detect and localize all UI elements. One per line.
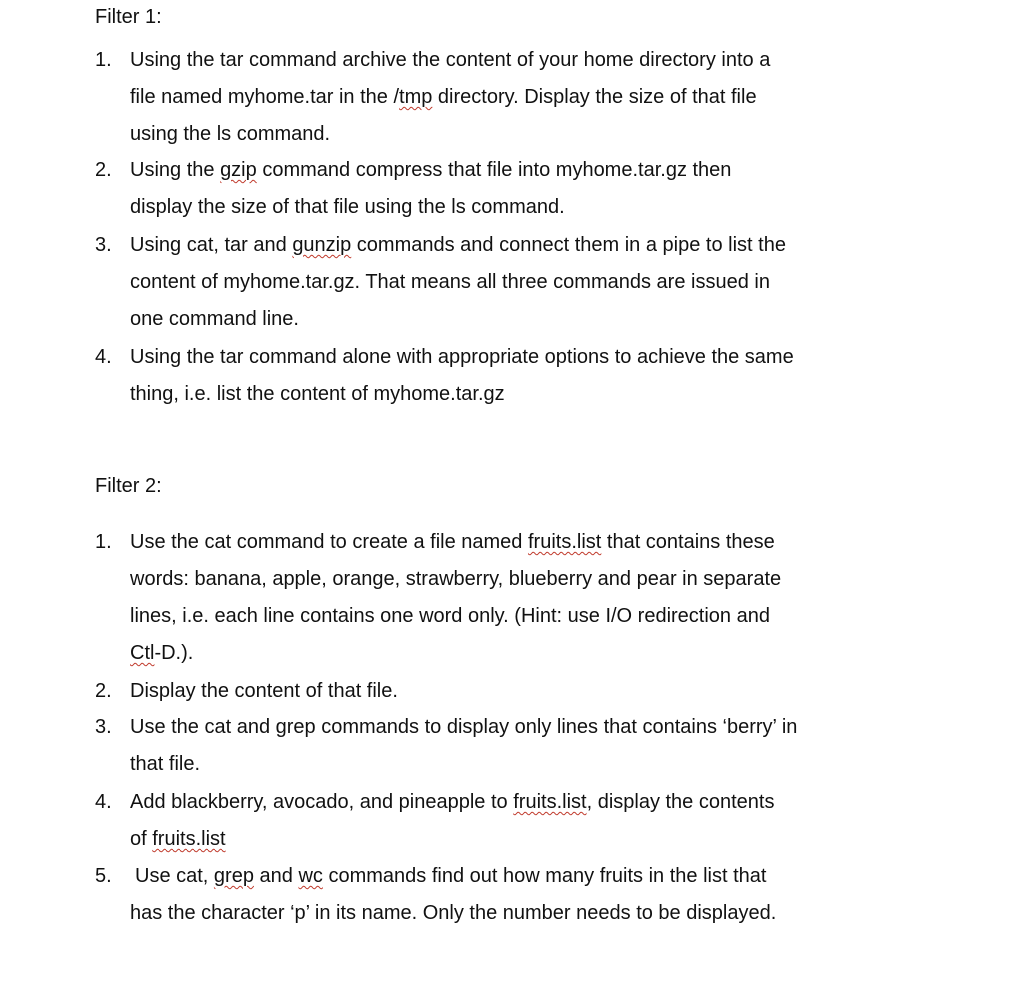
text-line: Using the gzip command compress that file into myhome.tar.gz then — [130, 159, 732, 181]
text-line: file named myhome.tar in the /tmp directory. Display the size of that file — [130, 86, 757, 108]
item-text — [130, 227, 950, 338]
spellcheck-word: gzip — [220, 159, 257, 181]
text-line: content of myhome.tar.gz. That means all three commands are issued in — [130, 271, 770, 293]
text-line: of fruits.list — [130, 828, 226, 850]
section-title-filter-1: Filter 1: — [95, 6, 162, 28]
item-number: 1. — [95, 49, 112, 71]
item-number: 5. — [95, 865, 112, 887]
text-line: Ctl-D.). — [130, 642, 194, 664]
text-line: Using the tar command archive the content of your home directory into a — [130, 49, 771, 71]
text-line: has the character ‘p’ in its name. Only the number needs to be displayed. — [130, 902, 777, 924]
spellcheck-word: Ctl — [130, 642, 155, 664]
spellcheck-word: tmp — [399, 86, 433, 108]
spellcheck-word: grep — [213, 865, 254, 887]
text-line: Add blackberry, avocado, and pineapple to fruits.list, display the contents — [130, 791, 775, 813]
text-line: one command line. — [130, 308, 299, 330]
item-text — [130, 858, 955, 932]
section-title-filter-2: Filter 2: — [95, 475, 162, 497]
spellcheck-word: gunzip — [292, 234, 352, 256]
text-line: using the ls command. — [130, 123, 331, 145]
text-line: Using the tar command alone with appropriate options to achieve the same — [130, 346, 794, 368]
text-line: lines, i.e. each line contains one word only. (Hint: use I/O redirection and — [130, 605, 770, 627]
item-text — [130, 784, 950, 858]
spellcheck-word: wc — [298, 865, 323, 887]
item-number: 4. — [95, 346, 112, 368]
spellcheck-word: fruits.list — [152, 828, 226, 850]
text-line: Use the cat and grep commands to display only lines that contains ‘berry’ in — [130, 716, 798, 738]
text-line: Use the cat command to create a file named fruits.list that contains these — [130, 531, 775, 553]
spellcheck-word: fruits.list — [527, 531, 602, 553]
item-number: 2. — [95, 680, 112, 702]
item-text — [130, 42, 950, 153]
text-line: that file. — [130, 753, 201, 775]
text-line: Use cat, grep and wc commands find out how many fruits in the list that — [135, 865, 767, 887]
text-line: Using cat, tar and gunzip commands and connect them in a pipe to list the — [130, 234, 786, 256]
item-number: 1. — [95, 531, 112, 553]
item-text — [130, 673, 950, 710]
item-text — [130, 339, 950, 413]
item-text — [130, 709, 950, 783]
spellcheck-word: fruits.list — [513, 791, 587, 813]
item-text — [130, 524, 950, 672]
text-line: display the size of that file using the ls command. — [130, 196, 565, 218]
item-text — [130, 152, 950, 226]
text-line: Display the content of that file. — [130, 680, 398, 702]
item-number: 2. — [95, 159, 112, 181]
item-number: 3. — [95, 234, 112, 256]
item-number: 4. — [95, 791, 112, 813]
item-number: 3. — [95, 716, 112, 738]
text-line: words: banana, apple, orange, strawberry, blueberry and pear in separate — [130, 568, 782, 590]
text-line: thing, i.e. list the content of myhome.tar.gz — [130, 383, 505, 405]
